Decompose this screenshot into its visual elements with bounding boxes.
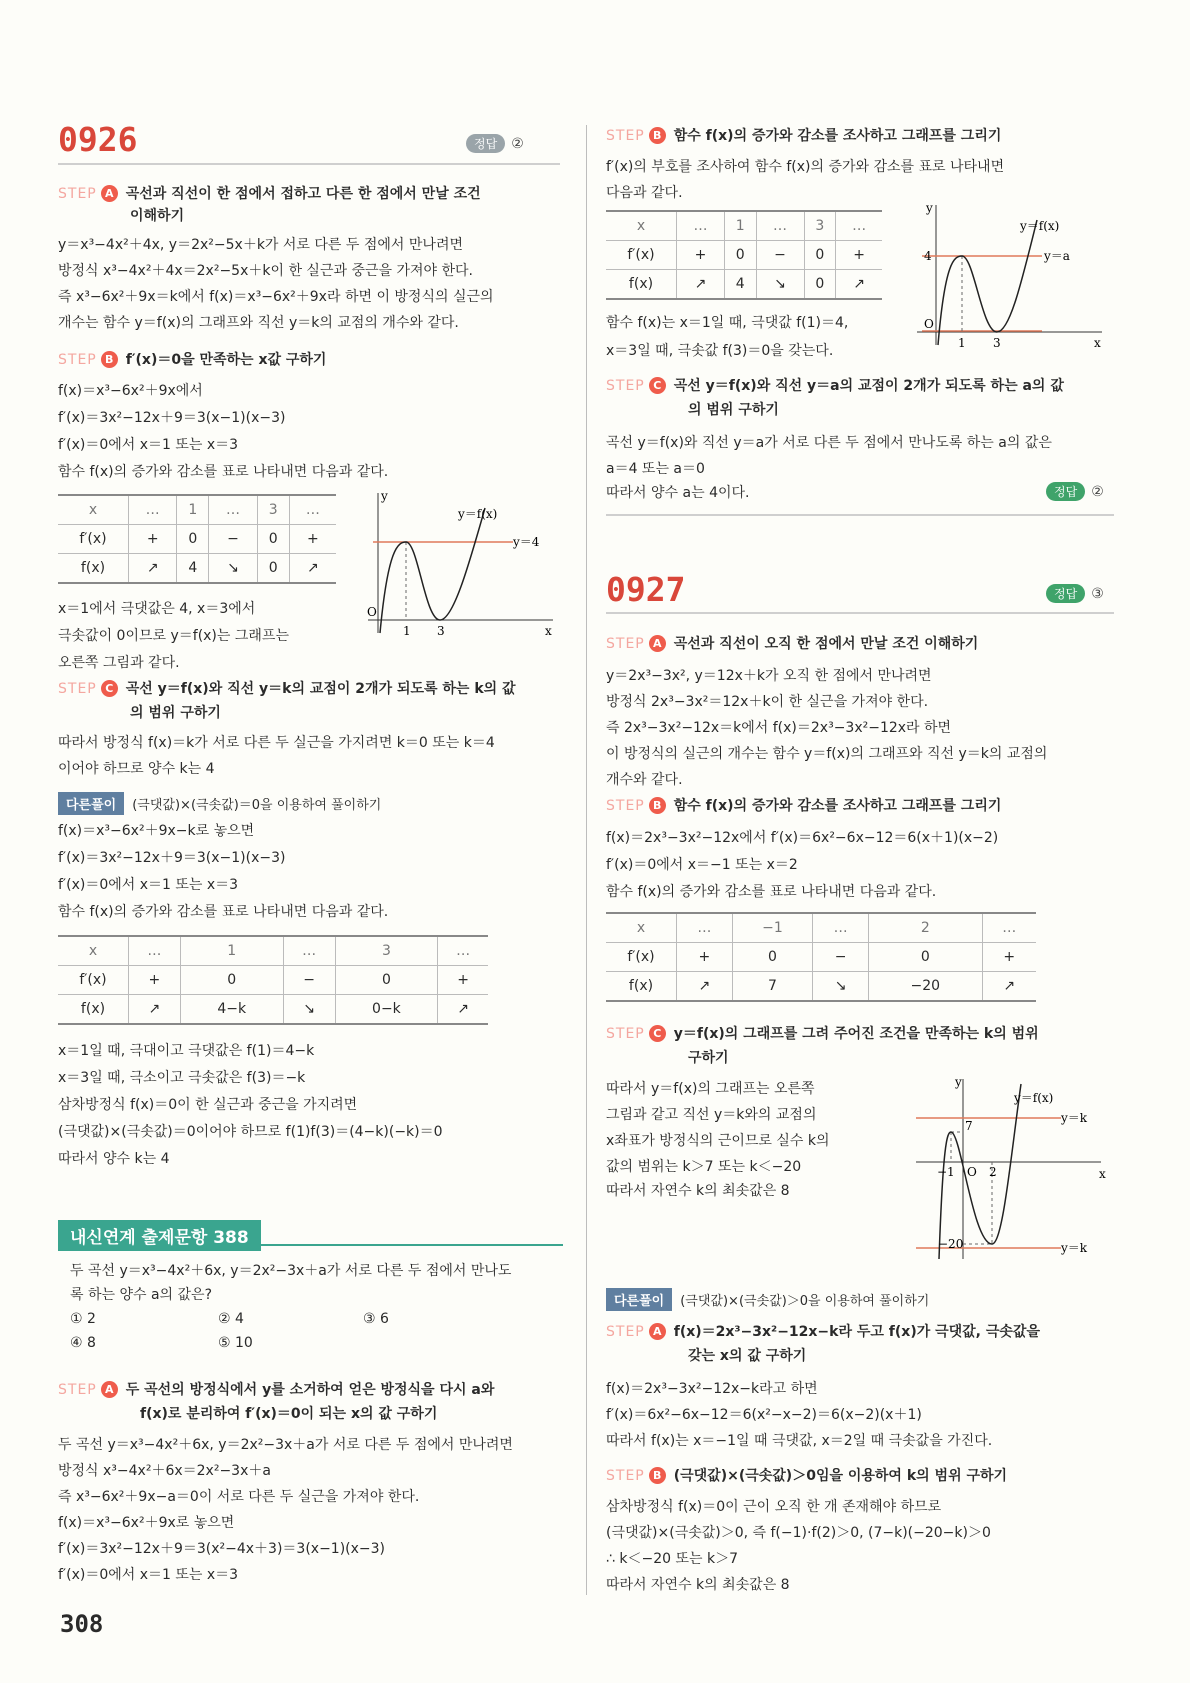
answer-badge-0926 [466, 134, 524, 153]
text-line: 함수 f(x)의 증가와 감소를 표로 나타내면 다음과 같다. [606, 884, 937, 900]
page-number: 308 [60, 1610, 104, 1638]
step-tag: STEP [606, 128, 645, 144]
y-label: y [926, 201, 933, 215]
answer-value: ③ [1091, 586, 1104, 602]
table-cell: 1 [177, 495, 209, 525]
table-cell: … [283, 936, 335, 966]
table-cell: 0 [804, 270, 836, 300]
table-cell: … [677, 913, 733, 943]
table-cell: −20 [868, 972, 982, 1002]
step-letter: A [649, 1323, 666, 1340]
line-label: y＝k [1061, 1241, 1088, 1255]
p927-step-b-heading [606, 794, 1001, 818]
step-tag: STEP [606, 378, 645, 394]
table-cell: 4 [724, 270, 756, 300]
answer-label: 정답 [1046, 482, 1085, 501]
text-line: y＝2x³−3x², y＝12x＋k가 오직 한 점에서 만나려면 [606, 668, 932, 684]
step-title: 곡선과 직선이 오직 한 점에서 만날 조건 이해하기 [673, 636, 979, 652]
choice-4[interactable]: ④ 8 [70, 1335, 96, 1351]
text-line: 즉 2x³−3x²−12x＝k에서 f(x)＝2x³−3x²−12x라 하면 [606, 720, 952, 736]
table-cell: ↘ [756, 270, 804, 300]
alt-step-a-heading-cont: 갖는 x의 값 구하기 [688, 1348, 807, 1364]
tick-label: 2 [989, 1165, 997, 1179]
table-cell: x [58, 936, 129, 966]
text-line: x좌표가 방정식의 근이므로 실수 k의 [606, 1133, 830, 1149]
text-line: 방정식 2x³−3x²＝12x＋k이 한 실근을 가져야 한다. [606, 694, 929, 710]
table-cell: … [129, 936, 181, 966]
problem-number-0926: 0926 [58, 120, 138, 159]
graph-cubic-1 [363, 488, 563, 638]
table-cell: 0 [868, 943, 982, 972]
table-cell: … [836, 211, 882, 241]
cubic-curve [938, 220, 1037, 345]
table-cell: 0 [257, 525, 289, 554]
table-cell: − [756, 241, 804, 270]
step-letter: C [649, 377, 666, 394]
line-label: y＝4 [513, 535, 540, 549]
text-line: 개수와 같다. [606, 772, 683, 788]
alt-desc: (극댓값)×(극솟값)＞0을 이용하여 풀이하기 [680, 1294, 930, 1309]
alt-step-b-heading [606, 1464, 1007, 1488]
step-tag: STEP [606, 1468, 645, 1484]
text-line: 방정식 x³−4x²＋4x＝2x²−5x＋k이 한 실근과 중근을 가져야 한다. [58, 263, 473, 279]
x-label: x [545, 624, 552, 638]
step-title: y＝f(x)의 그래프를 그려 주어진 조건을 만족하는 k의 범위 [673, 1026, 1039, 1042]
table-cell: ↗ [129, 554, 177, 584]
table-cell: − [209, 525, 257, 554]
text-line: 함수 f(x)는 x＝1일 때, 극댓값 f(1)＝4, [606, 315, 849, 331]
table-cell: … [813, 913, 869, 943]
text-line: (극댓값)×(극솟값)＝0이어야 하므로 f(1)f(3)＝(4−k)(−k)＝0 [58, 1124, 443, 1140]
text-line: 따라서 방정식 f(x)＝k가 서로 다른 두 실근을 가지려면 k＝0 또는 k＝4 [58, 735, 495, 751]
answer-value: ② [1091, 484, 1104, 500]
p927-step-c-heading [606, 1022, 1039, 1046]
step-b-heading [58, 348, 326, 372]
text-line: x＝3일 때, 극소이고 극솟값은 f(3)＝−k [58, 1070, 306, 1086]
step-letter: B [649, 1467, 666, 1484]
step-title: 두 곡선의 방정식에서 y를 소거하여 얻은 방정식을 다시 a와 [125, 1382, 495, 1398]
text-line: 값의 범위는 k＞7 또는 k＜−20 [606, 1159, 802, 1175]
tick-label: 1 [403, 624, 411, 638]
text-line: 이 방정식의 실근의 개수는 함수 y＝f(x)의 그래프와 직선 y＝k의 교점의 [606, 746, 1048, 762]
step-title: 함수 f(x)의 증가와 감소를 조사하고 그래프를 그리기 [673, 128, 1002, 144]
step-tag: STEP [606, 798, 645, 814]
text-line: x＝3일 때, 극솟값 f(3)＝0을 갖는다. [606, 343, 834, 359]
step-letter: A [101, 185, 118, 202]
step-title: 곡선 y＝f(x)와 직선 y＝a의 교점이 2개가 되도록 하는 a의 값 [673, 378, 1064, 394]
step-a-heading-cont: 이해하기 [130, 208, 185, 224]
text-line: 오른쪽 그림과 같다. [58, 655, 180, 671]
naesin-step-a-heading-cont: f(x)로 분리하여 f′(x)＝0이 되는 x의 값 구하기 [140, 1406, 438, 1422]
table-cell: ↗ [289, 554, 336, 584]
cubic-curve [380, 508, 485, 633]
text-line: f′(x)＝3x²−12x＋9＝3(x−1)(x−3) [58, 850, 286, 866]
text-line: 따라서 양수 a는 4이다. [606, 485, 750, 501]
sign-table-3 [606, 210, 882, 300]
text-line: f′(x)＝3x²−12x＋9＝3(x²−4x＋3)＝3(x−1)(x−3) [58, 1541, 386, 1557]
table-cell: ↗ [982, 972, 1036, 1002]
y-label: y [955, 1075, 962, 1089]
step-tag: STEP [58, 186, 97, 202]
table-cell: ↘ [209, 554, 257, 584]
sign-table-1 [58, 494, 336, 584]
tick-label: 7 [965, 1119, 973, 1133]
table-cell: + [129, 966, 181, 995]
table-cell: − [283, 966, 335, 995]
choice-5[interactable]: ⑤ 10 [218, 1335, 253, 1351]
step-title: (극댓값)×(극솟값)＞0임을 이용하여 k의 범위 구하기 [673, 1468, 1008, 1484]
table-cell: ↗ [129, 995, 181, 1025]
table-cell: 3 [804, 211, 836, 241]
alternative-solution-heading [58, 792, 381, 815]
table-cell: 4−k [180, 995, 283, 1025]
table-cell: … [982, 913, 1036, 943]
table-cell: f(x) [606, 972, 677, 1002]
answer-label: 정답 [466, 134, 505, 153]
table-cell: x [58, 495, 129, 525]
text-line: 즉 x³−6x²＋9x＝k에서 f(x)＝x³−6x²＋9x라 하면 이 방정식의 실근의 [58, 289, 494, 305]
text-line: 두 곡선 y＝x³−4x²＋6x, y＝2x²−3x＋a가 서로 다른 두 점에서 만나려면 [58, 1437, 513, 1453]
step-letter: A [101, 1381, 118, 1398]
step-letter: B [649, 797, 666, 814]
text-line: f′(x)＝0에서 x＝1 또는 x＝3 [58, 437, 239, 453]
alternative-solution-heading [606, 1288, 929, 1311]
table-cell: + [982, 943, 1036, 972]
table-cell: ↗ [836, 270, 882, 300]
table-cell: 2 [868, 913, 982, 943]
text-line: 개수는 함수 y＝f(x)의 그래프와 직선 y＝k의 교점의 개수와 같다. [58, 315, 459, 331]
table-cell: 1 [724, 211, 756, 241]
sign-table-4 [606, 912, 1036, 1002]
text-line: (극댓값)×(극솟값)＞0, 즉 f(−1)·f(2)＞0, (7−k)(−20−k)＞0 [606, 1525, 991, 1541]
step-letter: A [649, 635, 666, 652]
text-line: 삼차방정식 f(x)＝0이 근이 오직 한 개 존재해야 하므로 [606, 1499, 942, 1515]
origin-label: O [924, 317, 934, 331]
question-line: 록 하는 양수 a의 값은? [70, 1287, 213, 1303]
graph-cubic-3 [911, 1074, 1116, 1264]
table-cell: f′(x) [58, 966, 129, 995]
table-cell: 0−k [335, 995, 438, 1025]
step-title: f(x)＝2x³−3x²−12x−k라 두고 f(x)가 극댓값, 극솟값을 [673, 1324, 1040, 1340]
problem-number-0927: 0927 [606, 570, 686, 609]
naesin-step-a-heading [58, 1378, 494, 1402]
curve-label: y＝f(x) [1020, 219, 1060, 233]
table-cell: 3 [335, 936, 438, 966]
step-tag: STEP [606, 636, 645, 652]
text-line: f′(x)＝0에서 x＝−1 또는 x＝2 [606, 857, 798, 873]
step-tag: STEP [58, 352, 97, 368]
section-title: 내신연계 출제문항 388 [58, 1220, 261, 1251]
table-cell: x [606, 211, 677, 241]
table-cell: f(x) [58, 995, 129, 1025]
step-c-heading-cont: 의 범위 구하기 [130, 705, 221, 721]
text-line: ∴ k＜−20 또는 k＞7 [606, 1551, 738, 1567]
tick-label: 3 [437, 624, 445, 638]
p927-step-c-heading-cont: 구하기 [688, 1050, 729, 1066]
naesin-section-header [58, 1220, 563, 1250]
graph-cubic-2 [912, 200, 1112, 350]
step-tag: STEP [58, 1382, 97, 1398]
text-line: y＝x³−4x²＋4x, y＝2x²−5x＋k가 서로 다른 두 점에서 만나려면 [58, 237, 463, 253]
alt-desc: (극댓값)×(극솟값)＝0을 이용하여 풀이하기 [132, 798, 382, 813]
text-line: f(x)＝x³−6x²＋9x−k로 놓으면 [58, 823, 255, 839]
text-line: a＝4 또는 a＝0 [606, 461, 705, 477]
text-line: 함수 f(x)의 증가와 감소를 표로 나타내면 다음과 같다. [58, 904, 389, 920]
step-letter: C [649, 1025, 666, 1042]
text-line: 곡선 y＝f(x)와 직선 y＝a가 서로 다른 두 점에서 만나도록 하는 a의 값은 [606, 435, 1052, 451]
step-title: 함수 f(x)의 증가와 감소를 조사하고 그래프를 그리기 [673, 798, 1002, 814]
alt-step-a-heading [606, 1320, 1040, 1344]
tick-label: −1 [937, 1165, 955, 1179]
x-label: x [1099, 1167, 1106, 1181]
curve-label: y＝f(x) [1014, 1091, 1054, 1105]
table-cell: + [289, 525, 336, 554]
r-step-c-heading [606, 374, 1064, 398]
r-step-b-heading [606, 124, 1001, 148]
text-line: 따라서 f(x)는 x＝−1일 때 극댓값, x＝2일 때 극솟값을 가진다. [606, 1433, 993, 1449]
question-line: 두 곡선 y＝x³−4x²＋6x, y＝2x²−3x＋a가 서로 다른 두 점에서 만나도 [70, 1263, 512, 1279]
table-cell: 3 [257, 495, 289, 525]
text-line: 삼차방정식 f(x)＝0이 한 실근과 중근을 가지려면 [58, 1097, 358, 1113]
tick-label: 1 [958, 336, 966, 350]
tick-label: −20 [938, 1237, 964, 1251]
step-a-heading [58, 182, 481, 206]
table-cell: 0 [335, 966, 438, 995]
table-cell: 0 [180, 966, 283, 995]
table-cell: … [677, 211, 725, 241]
table-cell: … [129, 495, 177, 525]
header-rule [606, 612, 1114, 614]
answer-badge-0927 [1046, 584, 1104, 603]
text-line: f′(x)＝6x²−6x−12＝6(x²−x−2)＝6(x−2)(x＋1) [606, 1407, 922, 1423]
text-line: 그림과 같고 직선 y＝k와의 교점의 [606, 1107, 817, 1123]
table-cell: 0 [732, 943, 812, 972]
choice-1[interactable]: ① 2 [70, 1311, 96, 1327]
alt-label: 다른풀이 [58, 792, 124, 815]
section-rule [606, 514, 1114, 516]
r-step-c-heading-cont: 의 범위 구하기 [688, 402, 779, 418]
text-line: 방정식 x³−4x²＋6x＝2x²−3x＋a [58, 1463, 271, 1479]
table-cell: … [289, 495, 336, 525]
step-title: 곡선 y＝f(x)와 직선 y＝k의 교점이 2개가 되도록 하는 k의 값 [125, 681, 516, 697]
table-cell: 0 [724, 241, 756, 270]
y-label: y [381, 489, 388, 503]
text-line: 극솟값이 0이므로 y＝f(x)는 그래프는 [58, 628, 289, 644]
table-cell: f′(x) [606, 943, 677, 972]
origin-label: O [367, 605, 377, 619]
table-cell: ↗ [677, 972, 733, 1002]
table-cell: f′(x) [58, 525, 129, 554]
text-line: 이어야 하므로 양수 k는 4 [58, 761, 215, 777]
table-cell: 0 [177, 525, 209, 554]
text-line: f(x)＝x³−6x²＋9x로 놓으면 [58, 1515, 235, 1531]
alt-label: 다른풀이 [606, 1288, 672, 1311]
choice-2[interactable]: ② 4 [218, 1311, 244, 1327]
table-cell: ↘ [813, 972, 869, 1002]
text-line: 따라서 y＝f(x)의 그래프는 오른쪽 [606, 1081, 815, 1097]
text-line: 따라서 양수 k는 4 [58, 1151, 170, 1167]
table-cell: + [677, 241, 725, 270]
header-rule [58, 163, 560, 165]
curve-label: y＝f(x) [458, 507, 498, 521]
table-cell: … [209, 495, 257, 525]
table-cell: ↗ [438, 995, 488, 1025]
text-line: f(x)＝x³−6x²＋9x에서 [58, 383, 203, 399]
table-cell: + [836, 241, 882, 270]
table-cell: f(x) [58, 554, 129, 584]
table-cell: 4 [177, 554, 209, 584]
step-letter: C [101, 680, 118, 697]
table-cell: −1 [732, 913, 812, 943]
step-c-heading [58, 677, 516, 701]
text-line: f′(x)＝0에서 x＝1 또는 x＝3 [58, 877, 239, 893]
table-cell: 1 [180, 936, 283, 966]
table-cell: f′(x) [606, 241, 677, 270]
table-cell: ↘ [283, 995, 335, 1025]
table-cell: + [677, 943, 733, 972]
origin-label: O [967, 1165, 977, 1179]
table-cell: 7 [732, 972, 812, 1002]
p927-step-a-heading [606, 632, 978, 656]
table-cell: … [438, 936, 488, 966]
step-tag: STEP [58, 681, 97, 697]
sign-table-2 [58, 935, 488, 1025]
table-cell: − [813, 943, 869, 972]
answer-badge-0926-end [1046, 482, 1104, 501]
tick-label: 4 [924, 249, 932, 263]
table-cell: f(x) [606, 270, 677, 300]
table-cell: 0 [804, 241, 836, 270]
text-line: f′(x)＝0에서 x＝1 또는 x＝3 [58, 1567, 239, 1583]
answer-value: ② [511, 136, 524, 152]
table-cell: ↗ [677, 270, 725, 300]
step-tag: STEP [606, 1324, 645, 1340]
x-label: x [1094, 336, 1101, 350]
text-line: 따라서 자연수 k의 최솟값은 8 [606, 1577, 790, 1593]
line-label: y＝k [1061, 1111, 1088, 1125]
text-line: f′(x)＝3x²−12x＋9＝3(x−1)(x−3) [58, 410, 286, 426]
step-letter: B [101, 351, 118, 368]
table-cell: x [606, 913, 677, 943]
table-cell: 0 [257, 554, 289, 584]
text-line: f′(x)의 부호를 조사하여 함수 f(x)의 증가와 감소를 표로 나타내면 [606, 159, 1005, 175]
choice-3[interactable]: ③ 6 [363, 1311, 389, 1327]
text-line: f(x)＝2x³−3x²−12x−k라고 하면 [606, 1381, 818, 1397]
step-title: f′(x)＝0을 만족하는 x값 구하기 [125, 352, 327, 368]
text-line: f(x)＝2x³−3x²−12x에서 f′(x)＝6x²−6x−12＝6(x＋1)(x−2) [606, 830, 999, 846]
table-cell: + [438, 966, 488, 995]
table-cell: + [129, 525, 177, 554]
table-cell: … [756, 211, 804, 241]
text-line: 함수 f(x)의 증가와 감소를 표로 나타내면 다음과 같다. [58, 464, 389, 480]
text-line: x＝1에서 극댓값은 4, x＝3에서 [58, 601, 256, 617]
column-divider [586, 125, 587, 1595]
step-tag: STEP [606, 1026, 645, 1042]
line-label: y＝a [1044, 249, 1070, 263]
text-line: 다음과 같다. [606, 185, 683, 201]
tick-label: 3 [993, 336, 1001, 350]
text-line: x＝1일 때, 극대이고 극댓값은 f(1)＝4−k [58, 1043, 315, 1059]
step-letter: B [649, 127, 666, 144]
text-line: 즉 x³−6x²＋9x−a＝0이 서로 다른 두 실근을 가져야 한다. [58, 1489, 420, 1505]
answer-label: 정답 [1046, 584, 1085, 603]
text-line: 따라서 자연수 k의 최솟값은 8 [606, 1183, 790, 1199]
step-title: 곡선과 직선이 한 점에서 접하고 다른 한 점에서 만날 조건 [125, 186, 481, 202]
